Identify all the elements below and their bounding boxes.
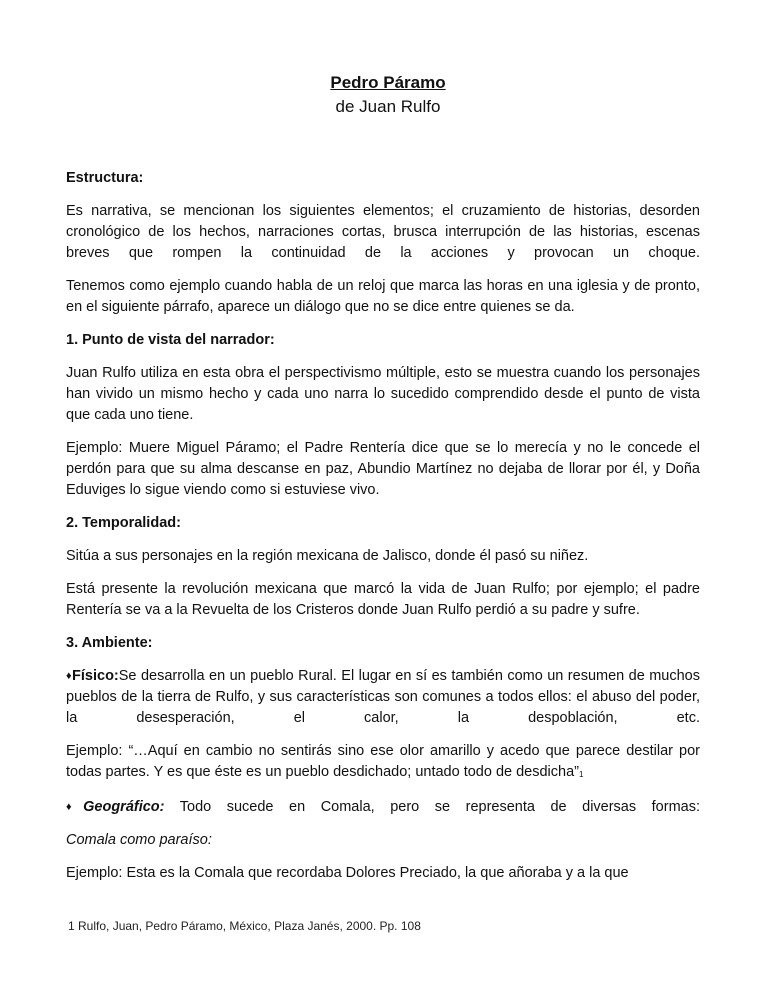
diamond-bullet-icon: ♦ xyxy=(66,670,73,682)
temporalidad-paragraph-2: Está presente la revolución mexicana que marcó la vida de Juan Rulfo; por ejemplo; el padre Rentería se va a la Revuelta de los Cristeros donde Juan Rulfo perdió a su padre y sufre. xyxy=(66,581,700,618)
footnote: 1 Rulfo, Juan, Pedro Páramo, México, Plaza Janés, 2000. Pp. 108 xyxy=(68,919,421,933)
fisico-label: Físico: xyxy=(72,668,119,684)
fisico-example-text: Ejemplo: “…Aquí en cambio no sentirás sino ese olor amarillo y acedo que parece destilar por todas partes. Y es que éste es un pueblo desdichado; untado todo de desdicha” xyxy=(66,743,700,780)
narrador-paragraph-1: Juan Rulfo utiliza en esta obra el perspectivismo múltiple, esto se muestra cuando los personajes han vivido un mismo hecho y cada uno narra lo sucedido comprendido desde el punto de vista que cada uno tiene. xyxy=(66,365,700,423)
diamond-bullet-icon: ♦ xyxy=(66,801,84,813)
fisico-text: Se desarrolla en un pueblo Rural. El lugar en sí es también como un resumen de muchos pueblos de la tierra de Rulfo, y sus características son comunes a todos ellos: el abuso del poder, la desesperación, el calor, la despoblación, etc. xyxy=(66,668,700,726)
fisico-example xyxy=(66,741,700,785)
estructura-heading: Estructura: xyxy=(66,170,144,186)
geografico-label: Geográfico: xyxy=(83,799,165,815)
footnote-reference: 1 xyxy=(579,770,584,779)
temporalidad-heading: 2. Temporalidad: xyxy=(66,515,181,531)
geografico-paragraph xyxy=(66,797,700,818)
document-title: Pedro Páramo xyxy=(330,73,446,92)
geografico-text: Todo sucede en Comala, pero se representa de diversas formas: xyxy=(164,799,700,815)
temporalidad-paragraph-1: Sitúa a sus personajes en la región mexicana de Jalisco, donde él pasó su niñez. xyxy=(66,548,589,564)
document-subtitle: de Juan Rulfo xyxy=(335,97,441,116)
narrador-heading: 1. Punto de vista del narrador: xyxy=(66,332,275,348)
comala-paraiso-label: Comala como paraíso: xyxy=(66,832,212,848)
estructura-paragraph-1: Es narrativa, se mencionan los siguientes elementos; el cruzamiento de historias, desorden cronológico de los hechos, narraciones cortas, brusca interrupción de las historias, escenas breves que rompen la continuidad de la acciones y provocan un choque. xyxy=(66,203,700,261)
fisico-paragraph xyxy=(66,666,700,729)
estructura-paragraph-2: Tenemos como ejemplo cuando habla de un reloj que marca las horas en una iglesia y de pronto, en el siguiente párrafo, aparece un diálogo que no se dice entre quienes se da. xyxy=(66,278,700,315)
ambiente-heading: 3. Ambiente: xyxy=(66,635,153,651)
narrador-paragraph-2: Ejemplo: Muere Miguel Páramo; el Padre Rentería dice que se lo merecía y no le concede el perdón para que su alma descanse en paz, Abundio Martínez no dejaba de llorar por él, y Doña Eduviges lo sigue viendo como si estuviese vivo. xyxy=(66,440,700,498)
document-body xyxy=(66,168,700,896)
comala-example: Ejemplo: Esta es la Comala que recordaba Dolores Preciado, la que añoraba y a la que xyxy=(66,865,629,881)
